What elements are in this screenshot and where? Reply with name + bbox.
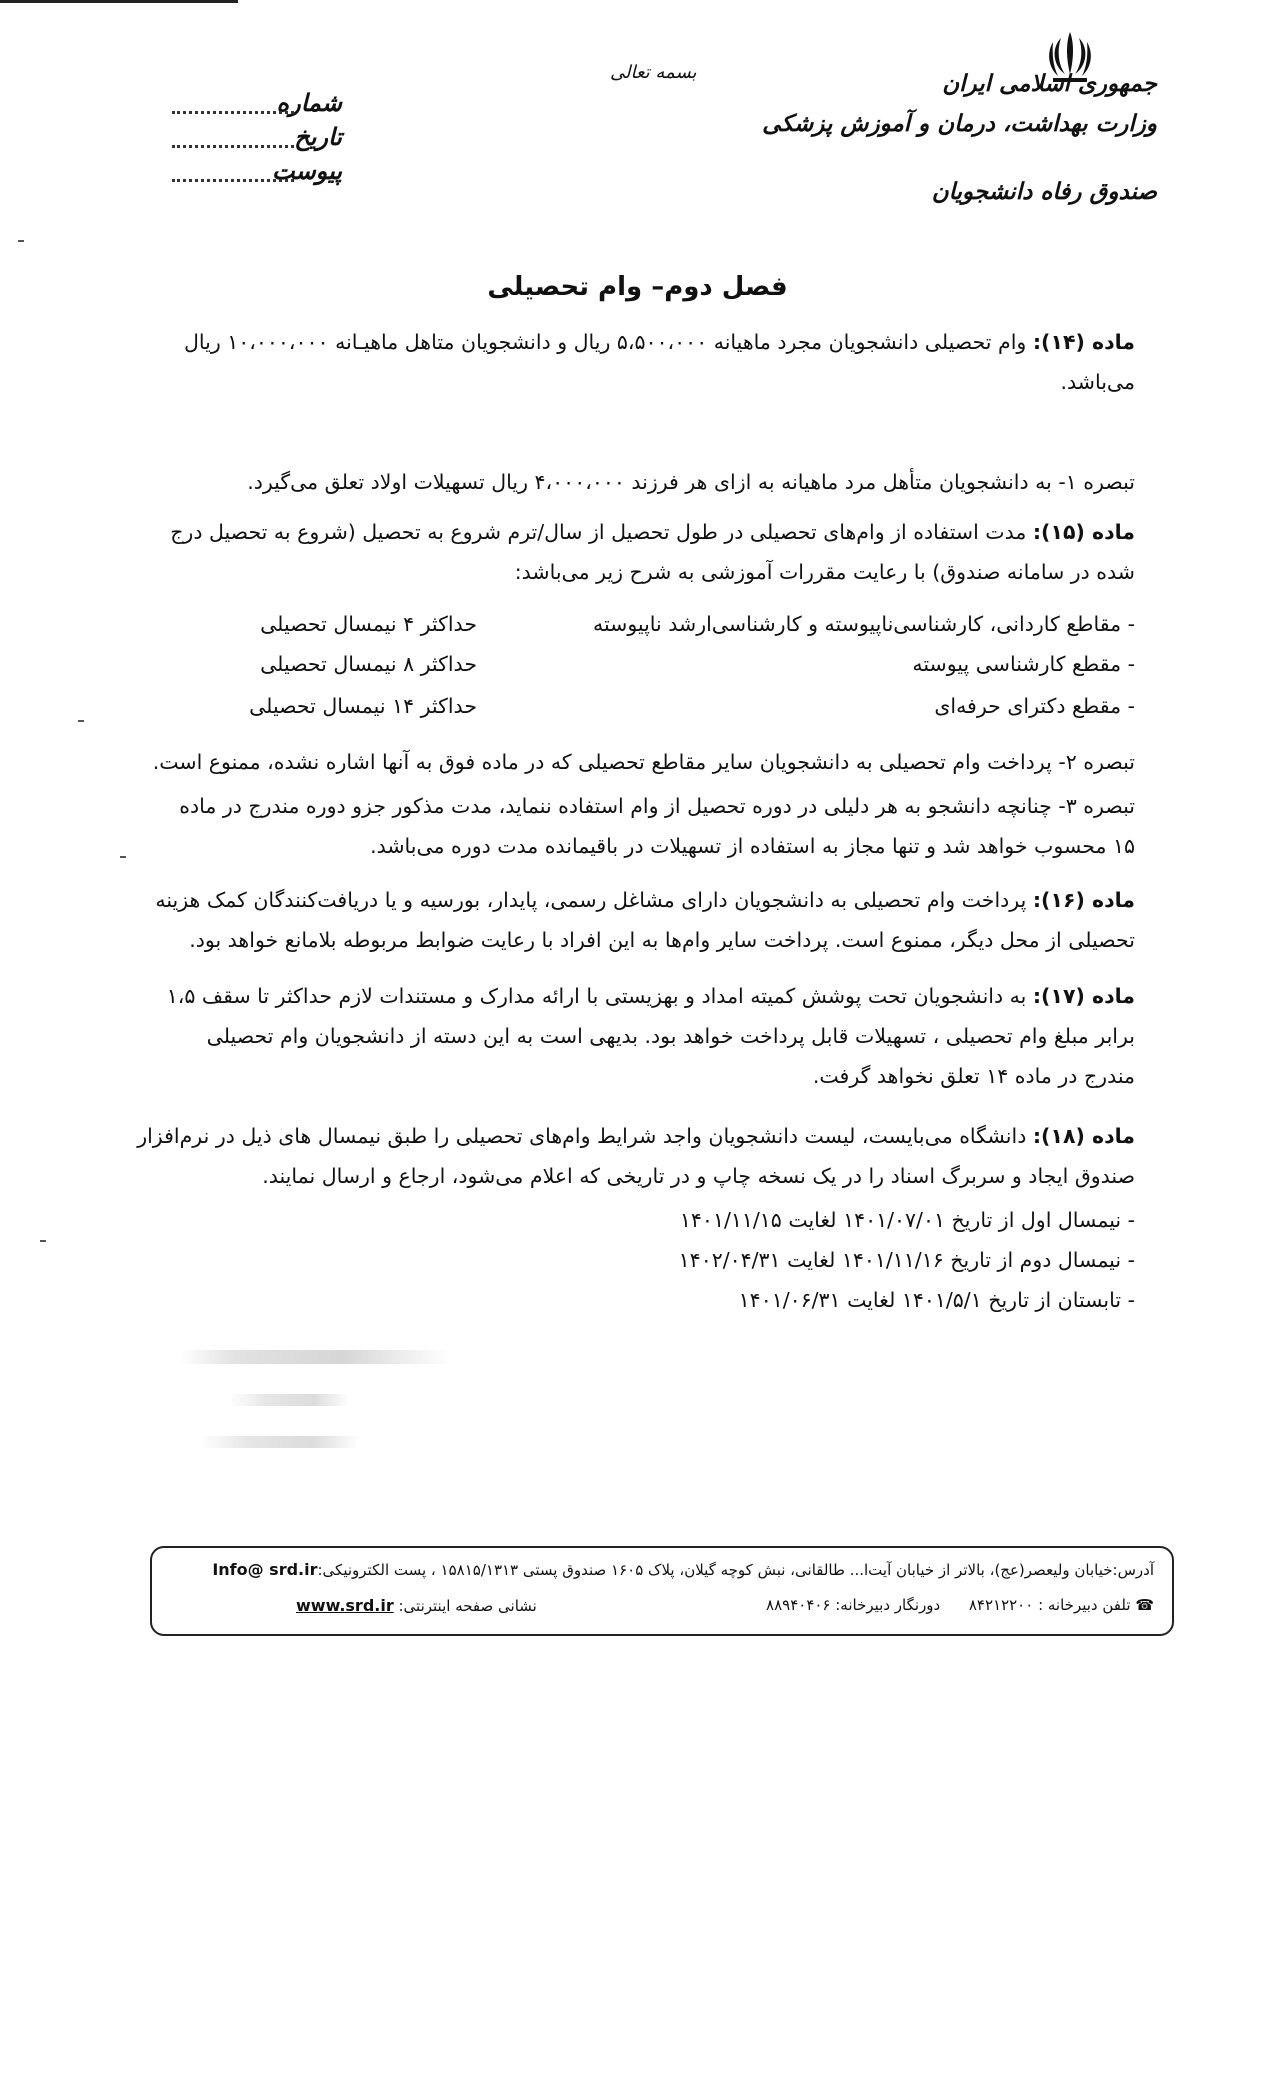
scan-speck — [78, 720, 84, 722]
org-name-line3: صندوق رفاه دانشجویان — [931, 178, 1157, 205]
note-text: تبصره ۳- چنانچه دانشجو به هر دلیلی در دوره تحصیل از وام استفاده ننماید، مدت مذکور جزو دوره مندرج در ماده — [179, 794, 1135, 818]
level-max-semesters: حداکثر ۴ نیمسال تحصیلی — [260, 612, 477, 636]
level-name: - مقطع کارشناسی پیوسته — [912, 652, 1135, 676]
article-text: می‌باشد. — [1060, 370, 1135, 394]
article-16 — [145, 880, 1135, 960]
article-text: وام تحصیلی دانشجویان مجرد ماهیانه ۵،۵۰۰،۰۰۰ ریال و دانشجویان متاهل ماهیـانه ۱۰،۰۰۰،۰۰۰ ریال — [183, 330, 1027, 354]
org-name-line2: وزارت بهداشت، درمان و آموزش پزشکی — [762, 110, 1157, 137]
website-label: نشانی صفحه اینترنتی: — [398, 1597, 537, 1615]
semester-item: - نیمسال اول از تاریخ ۱۴۰۱/۰۷/۰۱ لغایت ۱۴۰۱/۱۱/۱۵ — [679, 1208, 1135, 1232]
letter-date-field — [172, 122, 342, 156]
level-name: - مقاطع کاردانی، کارشناسی‌ناپیوسته و کارشناسی‌ارشد ناپیوسته — [592, 612, 1135, 636]
article-text: مدت استفاده از وام‌های تحصیلی در طول تحصیل از سال/ترم شروع به تحصیل (شروع به تحصیل درج — [170, 520, 1027, 544]
level-row — [145, 652, 1135, 692]
chapter-heading: فصل دوم– وام تحصیلی — [487, 272, 788, 302]
dotted-line — [172, 179, 294, 182]
footer-website — [296, 1596, 537, 1615]
article-label: ماده (۱۸): — [1032, 1124, 1135, 1148]
org-name-line1: جمهوری اسلامی ایران — [942, 70, 1157, 97]
level-row — [145, 612, 1135, 652]
article-label: ماده (۱۶): — [1032, 888, 1135, 912]
article-text: صندوق ایجاد و سربرگ اسناد را در یک نسخه چاپ و در تاریخی که اعلام می‌شود، ارجاع و ارسال نمایند. — [262, 1164, 1135, 1188]
letter-date-label: تاریخ — [294, 122, 342, 151]
article-text: مندرج در ماده ۱۴ تعلق نخواهد گرفت. — [812, 1064, 1135, 1088]
article-text: دانشگاه می‌بایست، لیست دانشجویان واجد شرایط وام‌های تحصیلی را طبق نیمسال های ذیل در نرم‌افزار — [137, 1124, 1027, 1148]
faint-scan-mark — [200, 1436, 360, 1448]
article-text: پرداخت وام تحصیلی به دانشجویان دارای مشاغل رسمی، پایدار، بورسیه و یا دریافت‌کنندگان کمک هزینه — [155, 888, 1027, 912]
footer-address — [212, 1560, 1154, 1579]
letter-attachment-field — [172, 156, 342, 190]
article-text: تحصیلی از محل دیگر، ممنوع است. پرداخت سایر وام‌ها به این افراد با رعایت ضوابط مربوطه بلامانع خواهد بود. — [189, 928, 1135, 952]
note-text: تبصره ۲- پرداخت وام تحصیلی به دانشجویان سایر مقاطع تحصیلی که در ماده فوق به آنها اشاره نشده، ممنوع است. — [152, 750, 1135, 774]
scan-speck — [18, 240, 24, 242]
invocation: بسمه تعالی — [610, 62, 697, 83]
semester-item: - نیمسال دوم از تاریخ ۱۴۰۱/۱۱/۱۶ لغایت ۱۴۰۲/۰۴/۳۱ — [678, 1248, 1135, 1272]
article-text: شده در سامانه صندوق) با رعایت مقررات آموزشی به شرح زیر می‌باشد: — [514, 560, 1135, 584]
level-max-semesters: حداکثر ۸ نیمسال تحصیلی — [260, 652, 477, 676]
level-row — [145, 694, 1135, 734]
note-1 — [145, 462, 1135, 502]
faint-scan-mark — [230, 1394, 350, 1406]
scan-speck — [40, 1240, 46, 1242]
website-link[interactable]: www.srd.ir — [296, 1596, 394, 1615]
letter-number-field — [172, 88, 342, 122]
article-text: برابر مبلغ وام تحصیلی ، تسهیلات قابل پرداخت خواهد بود. بدیهی است به این دسته از دانشجویان وام تحصیلی — [206, 1024, 1135, 1048]
phone-icon: ☎ — [1135, 1596, 1154, 1614]
level-name: - مقطع دکترای حرفه‌ای — [934, 694, 1135, 718]
scan-edge-line — [0, 0, 238, 3]
letter-number-label: شماره — [276, 88, 342, 117]
article-label: ماده (۱۷): — [1032, 984, 1135, 1008]
footer-contact-box — [150, 1546, 1174, 1636]
dotted-line — [172, 145, 294, 148]
note-text: ۱۵ محسوب خواهد شد و تنها مجاز به استفاده از تسهیلات در باقیمانده مدت دوره می‌باشد. — [370, 834, 1135, 858]
article-14 — [145, 322, 1135, 402]
faint-scan-mark — [180, 1350, 450, 1364]
address-text: آدرس:خیابان ولیعصر(عج)، بالاتر از خیابان آیت‌ا... طالقانی، نبش کوچه گیلان، پلاک ۱۶۰۵ صندوق پستی ۱۵۸۱۵/۱۳۱۳ ، پست الکترونیکی: — [317, 1561, 1154, 1579]
dotted-line — [172, 111, 294, 114]
note-text: تبصره ۱- به دانشجویان متأهل مرد ماهیانه به ازای هر فرزند ۴،۰۰۰،۰۰۰ ریال تسهیلات اولاد تعلق می‌گیرد. — [247, 470, 1135, 494]
article-17 — [145, 976, 1135, 1096]
article-15 — [145, 512, 1135, 592]
note-2 — [145, 742, 1135, 782]
article-18 — [137, 1116, 1135, 1196]
article-label: ماده (۱۵): — [1032, 520, 1135, 544]
level-max-semesters: حداکثر ۱۴ نیمسال تحصیلی — [249, 694, 477, 718]
email-link[interactable]: Info@ srd.ir — [212, 1560, 318, 1579]
semester-item: - تابستان از تاریخ ۱۴۰۱/۵/۱ لغایت ۱۴۰۱/۰۶/۳۱ — [738, 1288, 1135, 1312]
footer-phones — [766, 1596, 1154, 1614]
fax-text: دورنگار دبیرخانه: ۸۸۹۴۰۴۰۶ — [766, 1596, 941, 1614]
scan-speck — [120, 856, 126, 858]
article-label: ماده (۱۴): — [1032, 330, 1135, 354]
article-text: به دانشجویان تحت پوشش کمیته امداد و بهزیستی با ارائه مدارک و مستندات لازم حداکثر تا سقف ۱،۵ — [166, 984, 1027, 1008]
note-3 — [145, 786, 1135, 866]
semester-list — [145, 1200, 1135, 1320]
phone-text: تلفن دبیرخانه : ۸۴۲۱۲۲۰۰ — [968, 1596, 1131, 1614]
letter-attachment-label: پیوست — [272, 156, 342, 185]
